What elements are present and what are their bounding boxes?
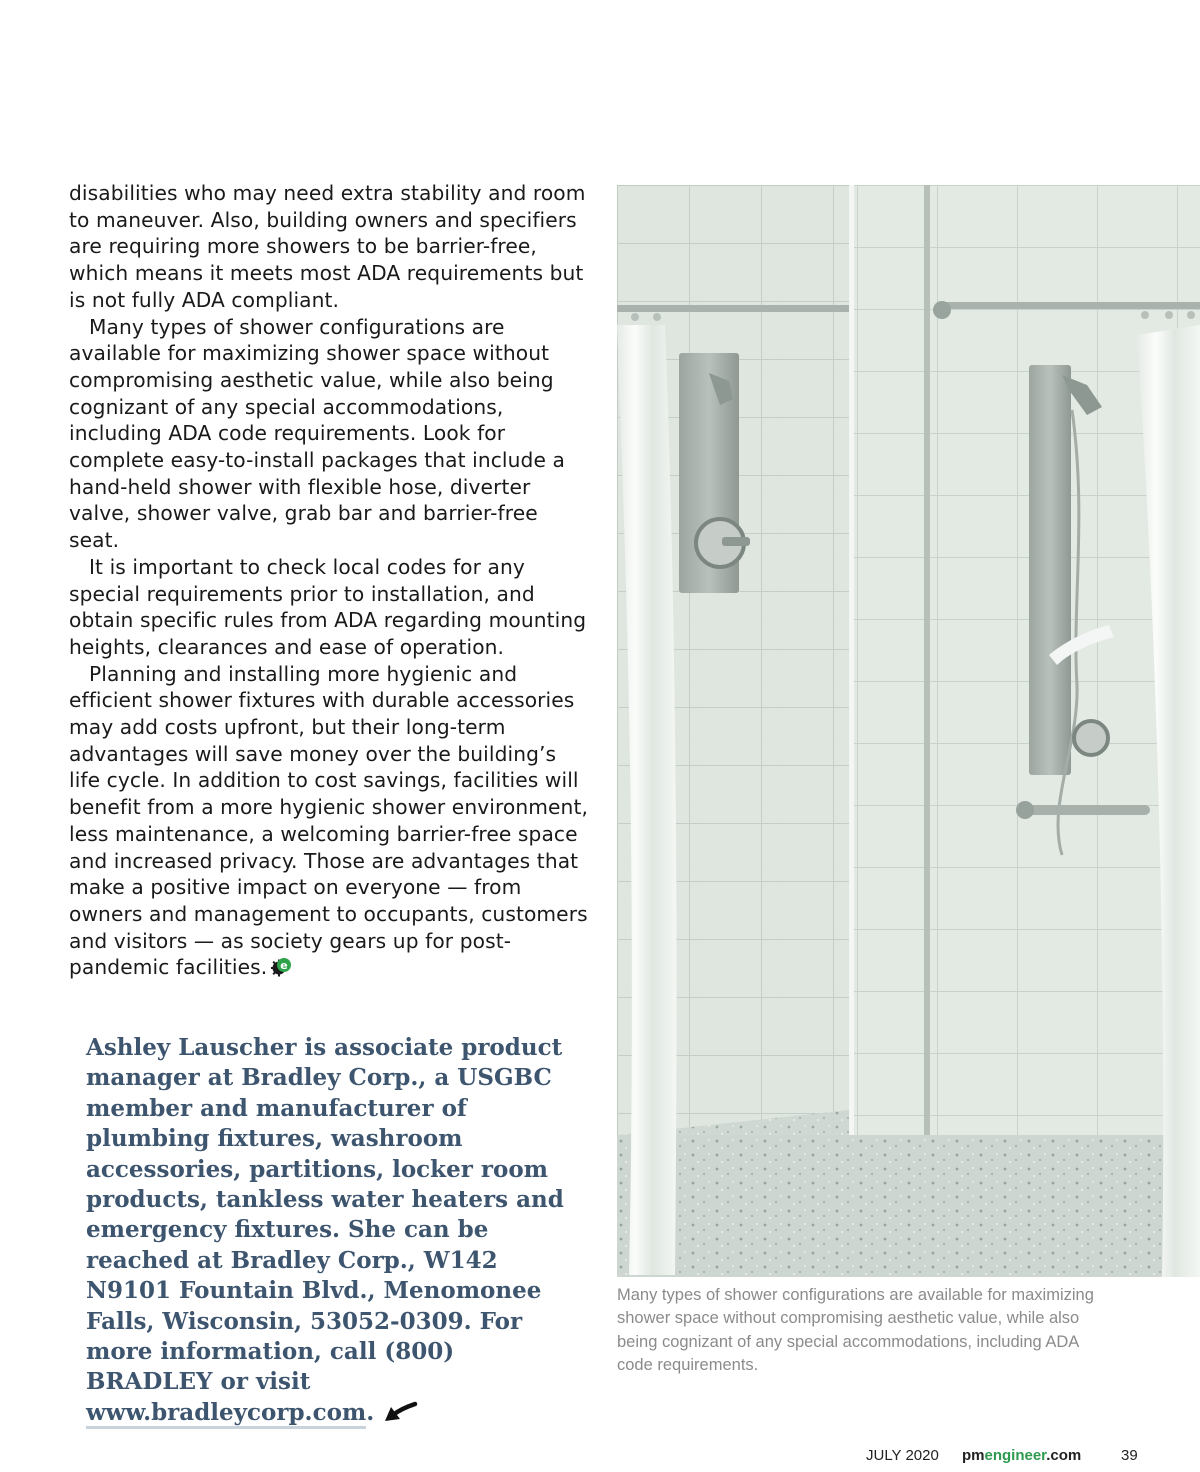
bio-text: Ashley Lauscher is associate product manager at Bradley Corp., a USGBC member and manufacturer of plumbing fixtures, washroom accessories, partitions, locker room products, tankless water heaters and emergency fixtures. She can be reached at Bradley Corp., W142 N9101 Fountain Blvd., Menomonee Falls, Wisconsin, 53052-0309. For more information, call (800) BRADLEY or visit — [86, 1034, 564, 1396]
issue-date: JULY 2020 — [866, 1447, 939, 1464]
photo-caption: Many types of shower configurations are available for maximizing shower space without compromising aesthetic value, while also being cognizant of any special accommodations, including ADA code requirements. — [617, 1286, 1094, 1374]
bradleycorp-link[interactable]: www.bradleycorp.com — [86, 1399, 366, 1429]
svg-text:e: e — [280, 959, 289, 973]
site-middle: engineer — [984, 1447, 1047, 1464]
site-prefix: pm — [962, 1447, 985, 1464]
paragraph-3: It is important to check local codes for any special requirements prior to installation, and obtain specific rules from ADA regarding mounting heights, clearances and ease of operation. — [69, 554, 587, 659]
site-suffix: .com — [1046, 1447, 1082, 1464]
site-name — [962, 1447, 1081, 1464]
article-body — [69, 180, 589, 981]
page-footer — [866, 1447, 1146, 1467]
bio-end: . — [366, 1398, 375, 1426]
author-bio — [86, 1033, 586, 1428]
paragraph-4 — [69, 661, 589, 981]
paragraph-1: disabilities who may need extra stability and room to maneuver. Also, building owners and specifiers are requiring more showers to be barrier-free, which means it meets most ADA requirements but is not fully ADA compliant. — [69, 181, 586, 312]
page-number: 39 — [1121, 1447, 1138, 1464]
paragraph-2: Many types of shower configurations are available for maximizing shower space without compromising aesthetic value, while also being cognizant of any special accommodations, including ADA code requirements. Look for complete easy-to-install packages that include a hand-held shower with flexible hose, diverter valve, shower valve, grab bar and barrier-free seat. — [69, 314, 565, 553]
shower-photo — [617, 185, 1200, 1277]
paragraph-4-text: Planning and installing more hygienic and efficient shower fixtures with durable accessories may add costs upfront, but their long-term advantages will save money over the building’s life cycle. In addition to cost savings, facilities will benefit from a more hygienic shower environment, less maintenance, a welcoming barrier-free space and increased privacy. Those are advantages that make a positive impact on everyone — from owners and management to occupants, customers and visitors — as society gears up for post-pandemic facilities. — [69, 661, 588, 980]
green-e-gear-icon — [271, 957, 293, 977]
black-arrow-icon — [382, 1400, 418, 1424]
